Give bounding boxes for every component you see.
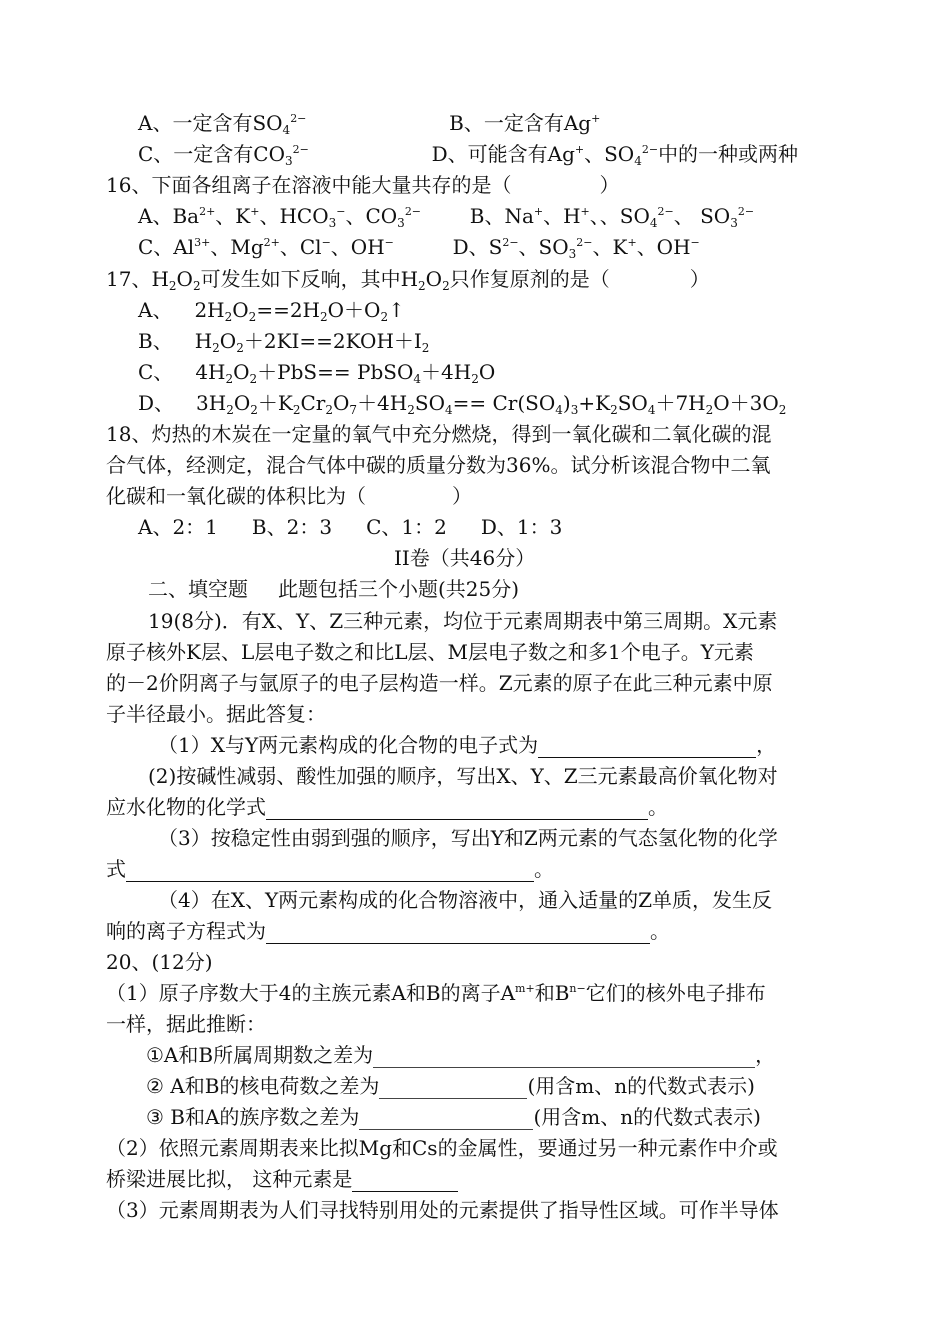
q20-part2-line1: （2）依照元素周期表来比拟Mg和Cs的金属性，要通过另一种元素作中介或 [106, 1136, 778, 1160]
q17-option-a: A、 $2H_2O_2==2H_2O+O_2↑$ [138, 298, 405, 324]
q19-sub4-line2: 响的离子方程式为 。 [106, 919, 670, 943]
q19-sub4-line1: （4）在X、Y两元素构成的化合物溶液中，通入适量的Z单质，发生反 [158, 888, 773, 912]
q20-item3: ③ B和A的族序数之差为 (用含m、n的代数式表示) [146, 1105, 761, 1129]
q20-part3-line1: （3）元素周期表为人们寻找特别用处的元素提供了指导性区域。可作半导体 [106, 1198, 779, 1222]
answer-blank[interactable] [266, 797, 648, 820]
q19-sub3-line2: 式 。 [106, 857, 554, 881]
q19-line3: 的－2价阴离子与氩原子的电子层构造一样。Z元素的原子在此三种元素中原 [106, 671, 773, 695]
q16-options-row1: A、$Ba^{2+}$、K+、$HCO_3^-$、$CO_3^{2-}$ B、Na+、H+、、$SO_4^{2-}$、 $SO_3^{2-}$ [138, 204, 755, 230]
section-title: II卷（共46分） [394, 546, 536, 570]
q19-sub2-line1: (2)按碱性减弱、酸性加强的顺序，写出X、Y、Z三元素最高价氧化物对 [148, 764, 778, 788]
q18-stem-line3: 化碳和一氧化碳的体积比为（ ） [106, 484, 472, 508]
q17-option-c: C、 $4H_2O_2+PbS==$ $PbSO_4+4H_2O$ [138, 360, 496, 386]
q18-stem-line2: 合气体，经测定，混合气体中碳的质量分数为36%。试分析该混合物中二氧 [106, 453, 771, 477]
answer-blank[interactable] [352, 1169, 458, 1192]
answer-blank[interactable] [373, 1045, 755, 1068]
q19-line2: 原子核外K层、L层电子数之和比L层、M层电子数之和多1个电子。Y元素 [106, 640, 754, 664]
q20-part1-line1: （1）原子序数大于4的主族元素A和B的离子$A^{m+}$和$B^{n-}$它们的核外电子排布 [106, 981, 766, 1005]
answer-blank[interactable] [359, 1107, 533, 1130]
q15-options-row2: C、一定含有$CO_3^{2-}$ D、可能含有Ag+、$SO_4^{2-}$中的一种或两种 [138, 142, 799, 168]
q19-sub3-line1: （3）按稳定性由弱到强的顺序，写出Y和Z两元素的气态氢化物的化学 [158, 826, 778, 850]
q19-sub2-line2: 应水化物的化学式 。 [106, 795, 668, 819]
q19-line4: 子半径最小。据此答复： [106, 702, 326, 726]
q19-sub1: （1）X与Y两元素构成的化合物的电子式为 ， [158, 733, 777, 757]
q16-stem: 16、下面各组离子在溶液中能大量共存的是（ ） [106, 173, 620, 197]
q18-stem-line1: 18、灼热的木炭在一定量的氧气中充分燃烧，得到一氧化碳和二氧化碳的混 [106, 422, 772, 446]
answer-blank[interactable] [266, 921, 650, 944]
q19-line1: 19(8分)．有X、Y、Z三种元素，均位于元素周期表中第三周期。X元素 [148, 609, 778, 633]
q17-option-b: B、 $H_2O_2+2KI==2KOH+I_2$ [138, 329, 430, 355]
q17-stem: 17、$H_2O_2$可发生如下反响，其中$H_2O_2$只作复原剂的是（ ） [106, 267, 710, 293]
answer-blank[interactable] [538, 735, 756, 758]
q20-title: 20、(12分) [106, 950, 213, 974]
q20-part2-line2: 桥梁进展比拟， 这种元素是 [106, 1164, 458, 1194]
q16-options-row2: C、$Al^{3+}$、$Mg^{2+}$、Cl−、OH− D、$S^{2-}$、$SO_3^{2-}$、K+、OH− [138, 235, 700, 261]
q20-item2: ② A和B的核电荷数之差为 (用含m、n的代数式表示) [146, 1074, 755, 1098]
q20-item1: ①A和B所属周期数之差为 ， [146, 1043, 776, 1067]
q15-options-row1: A、一定含有$SO_4^{2-}$ B、一定含有Ag+ [138, 111, 601, 137]
q20-part1-line2: 一样，据此推断： [106, 1012, 266, 1036]
q17-option-d: D、 $3H_2O_2+K_2Cr_2O_7+4H_2SO_4== Cr(SO_4)_3+K_2SO_4+7H_2O+3O_2$ [138, 391, 787, 417]
answer-blank[interactable] [379, 1076, 527, 1099]
section-subtitle: 二、填空题 此题包括三个小题(共25分) [148, 577, 520, 601]
answer-blank[interactable] [126, 859, 534, 882]
q18-options: A、2：1 B、2：3 C、1：2 D、1：3 [138, 515, 563, 539]
